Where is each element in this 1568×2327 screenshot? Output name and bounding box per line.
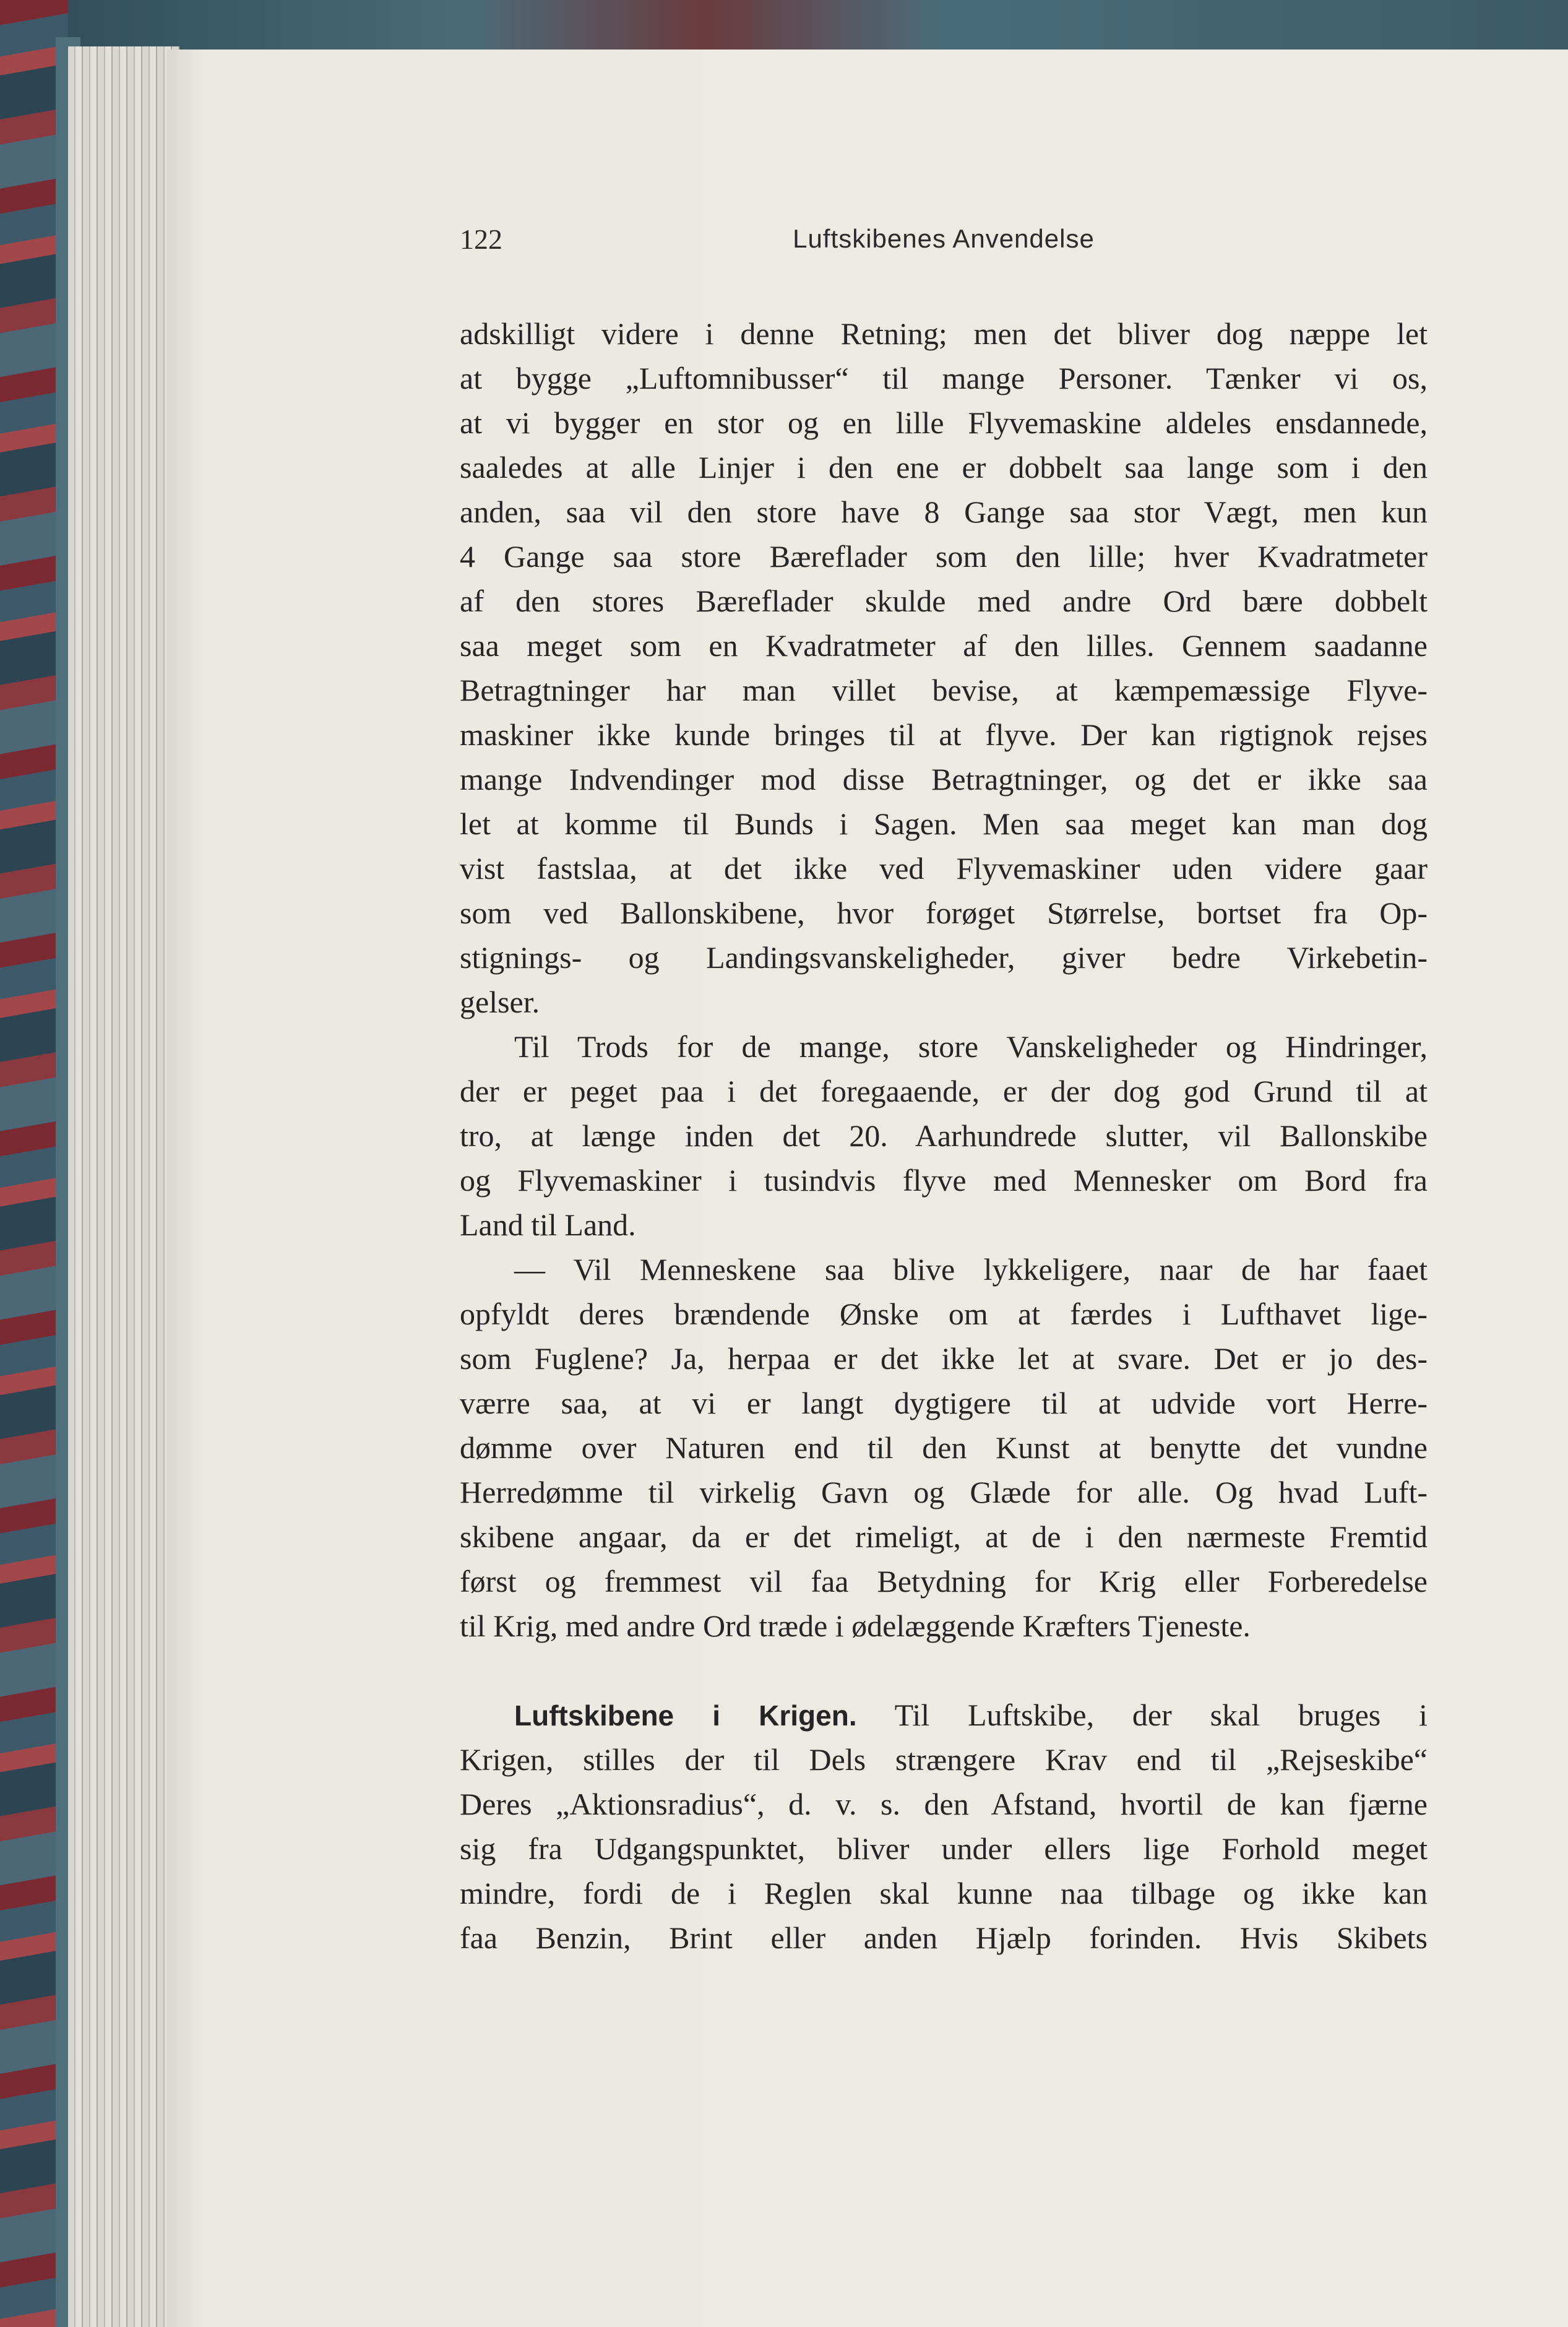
line-text: til Krig, med andre Ord træde i ødelæggende Kræfters Tjeneste.: [460, 1608, 1251, 1643]
line-text: at bygge „Luftomnibusser“ til mange Personer. Tænker vi os,: [460, 361, 1428, 395]
section-heading: Luftskibene i Krigen.: [514, 1699, 857, 1732]
line-text: stignings- og Landingsvanskeligheder, giver bedre Virkebetin-: [460, 940, 1428, 975]
line-text: vist fastslaa, at det ikke ved Flyvemaskiner uden videre gaar: [460, 851, 1428, 886]
line-text: Krigen, stilles der til Dels strængere Krav end til „Rejseskibe“: [460, 1742, 1428, 1777]
page-header: [460, 223, 1428, 260]
text-line: [460, 1737, 1428, 1782]
line-text: Deres „Aktionsradius“, d. v. s. den Afstand, hvortil de kan fjærne: [460, 1787, 1428, 1821]
body-text: [460, 311, 1428, 1960]
text-line: [460, 579, 1428, 623]
line-text: sig fra Udgangspunktet, bliver under ellers lige Forhold meget: [460, 1831, 1428, 1866]
line-text: som ved Ballonskibene, hvor forøget Størrelse, bortset fra Op-: [460, 896, 1428, 930]
text-line: [460, 846, 1428, 891]
line-text: som Fuglene? Ja, herpaa er det ikke let at svare. Det er jo des-: [460, 1341, 1428, 1376]
line-text: 4 Gange saa store Bæreflader som den lille; hver Kvadratmeter: [460, 539, 1428, 574]
line-text: Herredømme til virkelig Gavn og Glæde for alle. Og hvad Luft-: [460, 1475, 1428, 1509]
text-line: [460, 1604, 1428, 1648]
text-line: [460, 623, 1428, 668]
line-text: anden, saa vil den store have 8 Gange saa stor Vægt, men kun: [460, 494, 1428, 529]
book-cover-top: [0, 0, 1568, 56]
paragraph: [460, 311, 1428, 1024]
line-text: skibene angaar, da er det rimeligt, at de i den nærmeste Fremtid: [460, 1519, 1428, 1554]
line-text: mindre, fordi de i Reglen skal kunne naa tilbage og ikke kan: [460, 1876, 1428, 1910]
text-line: [460, 891, 1428, 935]
line-text: at vi bygger en stor og en lille Flyvemaskine aldeles ensdannede,: [460, 405, 1428, 440]
text-line: [460, 980, 1428, 1024]
text-line: [460, 668, 1428, 712]
paragraph: [460, 1024, 1428, 1247]
text-line: [460, 1693, 1428, 1737]
text-line: [460, 757, 1428, 801]
page-number: 122: [460, 223, 502, 255]
line-text: saa meget som en Kvadratmeter af den lilles. Gennem saadanne: [460, 628, 1428, 663]
text-line: [460, 1782, 1428, 1826]
text-line: [460, 1559, 1428, 1604]
page-stack-edges: [68, 46, 179, 2327]
line-text: let at komme til Bunds i Sagen. Men saa meget kan man dog: [460, 806, 1428, 841]
line-text: maskiner ikke kunde bringes til at flyve. Der kan rigtignok rejses: [460, 717, 1428, 752]
text-line: [460, 1336, 1428, 1381]
text-line: [460, 1826, 1428, 1871]
text-line: [460, 801, 1428, 846]
section-gap: [460, 1648, 1428, 1693]
running-title: Luftskibenes Anvendelse: [793, 224, 1095, 253]
line-text: mange Indvendinger mod disse Betragtninger, og det er ikke saa: [460, 762, 1428, 797]
line-text: gelser.: [460, 985, 540, 1019]
line-text: dømme over Naturen end til den Kunst at benytte det vundne: [460, 1430, 1428, 1465]
line-text: Til Luftskibe, der skal bruges i: [894, 1698, 1428, 1732]
line-text: og Flyvemaskiner i tusindvis flyve med Mennesker om Bord fra: [460, 1163, 1428, 1198]
line-text: — Vil Menneskene saa blive lykkeligere, naar de har faaet: [514, 1252, 1428, 1287]
line-text: faa Benzin, Brint eller anden Hjælp forinden. Hvis Skibets: [460, 1920, 1428, 1955]
text-line: [460, 712, 1428, 757]
text-line: [460, 935, 1428, 980]
line-text: af den stores Bæreflader skulde med andre Ord bære dobbelt: [460, 584, 1428, 618]
line-text: tro, at længe inden det 20. Aarhundrede slutter, vil Ballonskibe: [460, 1118, 1428, 1153]
text-line: [460, 311, 1428, 356]
text-line: [460, 1470, 1428, 1514]
line-text: først og fremmest vil faa Betydning for Krig eller Forberedelse: [460, 1564, 1428, 1599]
text-line: [460, 1915, 1428, 1960]
line-text: opfyldt deres brændende Ønske om at færdes i Lufthavet lige-: [460, 1297, 1428, 1331]
text-line: [460, 445, 1428, 490]
text-line: [460, 534, 1428, 579]
text-line: [460, 1871, 1428, 1915]
line-text: Land til Land.: [460, 1207, 636, 1242]
text-line: [460, 1202, 1428, 1247]
text-line: [460, 1024, 1428, 1069]
line-text: Til Trods for de mange, store Vanskeligheder og Hindringer,: [514, 1029, 1428, 1064]
text-line: [460, 1158, 1428, 1202]
text-line: [460, 1247, 1428, 1292]
line-text: Betragtninger har man villet bevise, at kæmpemæssige Flyve-: [460, 673, 1428, 707]
text-line: [460, 490, 1428, 534]
line-text: der er peget paa i det foregaaende, er der dog god Grund til at: [460, 1074, 1428, 1108]
text-line: [460, 400, 1428, 445]
text-line: [460, 1292, 1428, 1336]
section-paragraph: [460, 1693, 1428, 1960]
line-text: adskilligt videre i denne Retning; men det bliver dog næppe let: [460, 316, 1428, 351]
line-text: værre saa, at vi er langt dygtigere til at udvide vort Herre-: [460, 1386, 1428, 1420]
text-line: [460, 1113, 1428, 1158]
text-line: [460, 1514, 1428, 1559]
text-line: [460, 1069, 1428, 1113]
text-line: [460, 1381, 1428, 1425]
text-line: [460, 1425, 1428, 1470]
paragraph: [460, 1247, 1428, 1648]
text-line: [460, 356, 1428, 400]
line-text: saaledes at alle Linjer i den ene er dobbelt saa lange som i den: [460, 450, 1428, 485]
